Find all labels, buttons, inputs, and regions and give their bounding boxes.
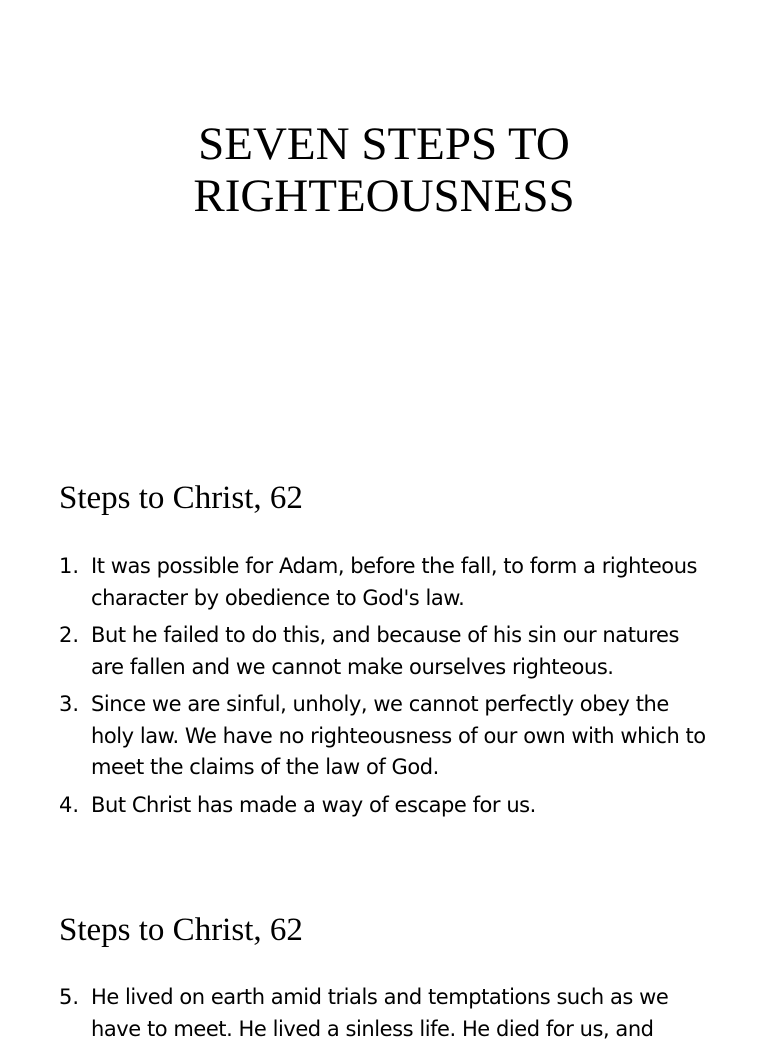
- deck-title-line-1: SEVEN STEPS TO: [198, 118, 570, 170]
- list-item: [0, 620, 768, 683]
- step-text: Since we are sinful, unholy, we cannot perfectly obey the holy law. We have no righteousness of our own with which to meet the claims of the law of God.: [91, 692, 706, 779]
- slide-steps-1: [0, 432, 768, 864]
- step-number: 4.: [59, 792, 80, 817]
- slide-heading: Steps to Christ, 62: [59, 480, 303, 516]
- list-item: [0, 689, 768, 784]
- list-item: [0, 790, 768, 822]
- slide-heading: Steps to Christ, 62: [59, 912, 303, 948]
- step-number: 1.: [59, 554, 80, 578]
- list-item: [0, 551, 768, 614]
- deck-title: [0, 118, 768, 222]
- step-text: He lived on earth amid trials and temptations such as we have to meet. He lived a sinless life. He died for us, and: [91, 985, 669, 1041]
- step-number: 5.: [59, 985, 80, 1009]
- step-text: But Christ has made a way of escape for us.: [91, 792, 536, 817]
- steps-list: [0, 982, 768, 1051]
- title-slide: [0, 0, 768, 432]
- steps-list: [0, 551, 768, 827]
- deck-title-line-2: RIGHTEOUSNESS: [193, 170, 575, 222]
- step-number: 2.: [59, 623, 80, 647]
- slide-steps-2: [0, 864, 768, 1041]
- list-item: [0, 982, 768, 1045]
- step-text: But he failed to do this, and because of his sin our natures are fallen and we cannot make ourselves righteous.: [91, 623, 680, 679]
- step-number: 3.: [59, 692, 80, 716]
- step-text: It was possible for Adam, before the fall, to form a righteous character by obedience to God's law.: [91, 554, 698, 610]
